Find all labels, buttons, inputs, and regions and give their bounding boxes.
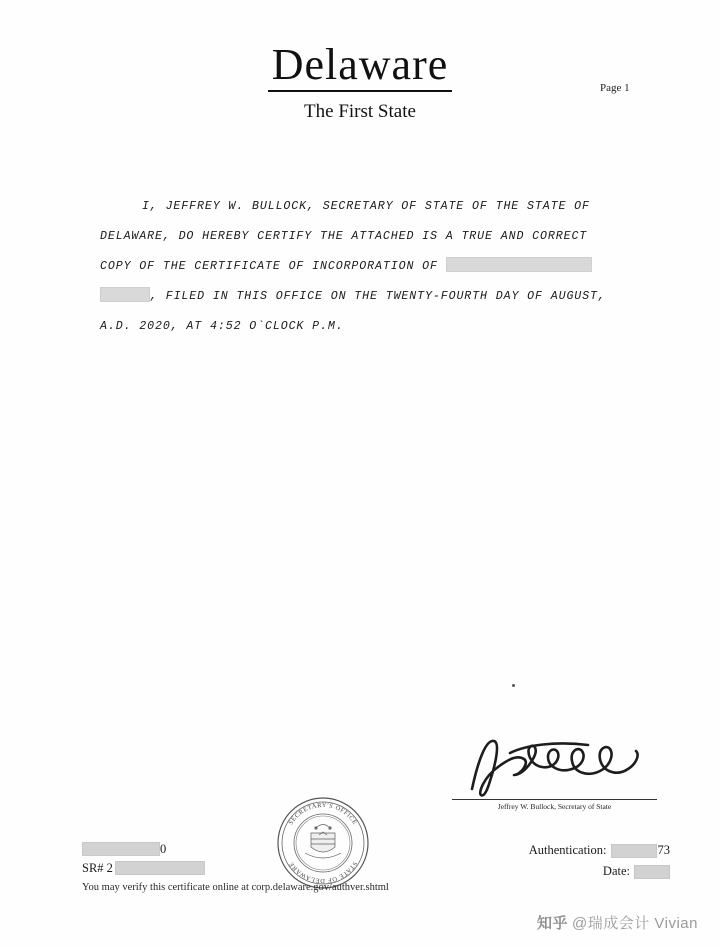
watermark-text: @瑞成会计 Vivian — [572, 915, 698, 932]
authentication-row — [430, 840, 670, 861]
certificate-line-2 — [100, 222, 620, 252]
page-number: Page 1 — [600, 82, 630, 94]
redacted-company-name-part-2 — [100, 287, 150, 302]
state-seal — [275, 795, 371, 891]
redacted-date — [634, 865, 670, 879]
certificate-line-5-text: A.D. 2020, AT 4:52 O`CLOCK P.M. — [100, 320, 344, 333]
date-row — [430, 861, 670, 882]
certificate-line-3-text: COPY OF THE CERTIFICATE OF INCORPORATION OF — [100, 260, 438, 273]
certificate-line-4-text: , FILED IN THIS OFFICE ON THE TWENTY-FOURTH DAY OF AUGUST, — [150, 290, 606, 303]
signature-mark — [452, 735, 664, 797]
certificate-body — [100, 192, 620, 342]
certificate-line-1 — [100, 192, 620, 222]
date-value — [634, 865, 670, 879]
watermark — [537, 912, 698, 933]
watermark-logo: 知乎 — [537, 915, 569, 932]
authentication-tail: 73 — [657, 843, 670, 857]
authentication-label: Authentication: — [528, 843, 607, 857]
certificate-line-4 — [100, 282, 620, 312]
page-title: Delaware — [268, 42, 453, 92]
certificate-line-2-text: DELAWARE, DO HEREBY CERTIFY THE ATTACHED IS A TRUE AND CORRECT — [100, 230, 588, 243]
signature-caption: Jeffrey W. Bullock, Secretary of State — [497, 802, 612, 811]
sr-label: SR# 2 — [82, 860, 113, 875]
sr-number-row — [82, 858, 205, 878]
certificate-line-3 — [100, 252, 620, 282]
authentication-value — [611, 843, 671, 858]
state-tagline: The First State — [304, 101, 416, 123]
certificate-line-1-text: I, JEFFREY W. BULLOCK, SECRETARY OF STATE OF THE STATE OF — [142, 200, 590, 213]
redacted-authentication-number — [611, 844, 657, 858]
authentication-block — [430, 840, 670, 882]
date-label: Date: — [602, 864, 630, 878]
verification-note: You may verify this certificate online at corp.delaware.gov/authver.shtml — [82, 882, 389, 893]
redacted-sr-number — [115, 861, 205, 875]
redacted-company-name-part-1 — [446, 257, 592, 272]
sr-top-row — [82, 840, 205, 858]
svg-text:STATE OF DELAWARE: STATE OF DELAWARE — [287, 860, 359, 885]
sr-top-tail: 0 — [160, 841, 167, 856]
stray-mark — [512, 684, 515, 687]
sr-block — [82, 840, 205, 878]
redacted-sr-upper — [82, 842, 160, 856]
svg-text:SECRETARY'S OFFICE: SECRETARY'S OFFICE — [287, 801, 359, 827]
certificate-line-5 — [100, 312, 620, 342]
signature-block — [452, 735, 664, 811]
